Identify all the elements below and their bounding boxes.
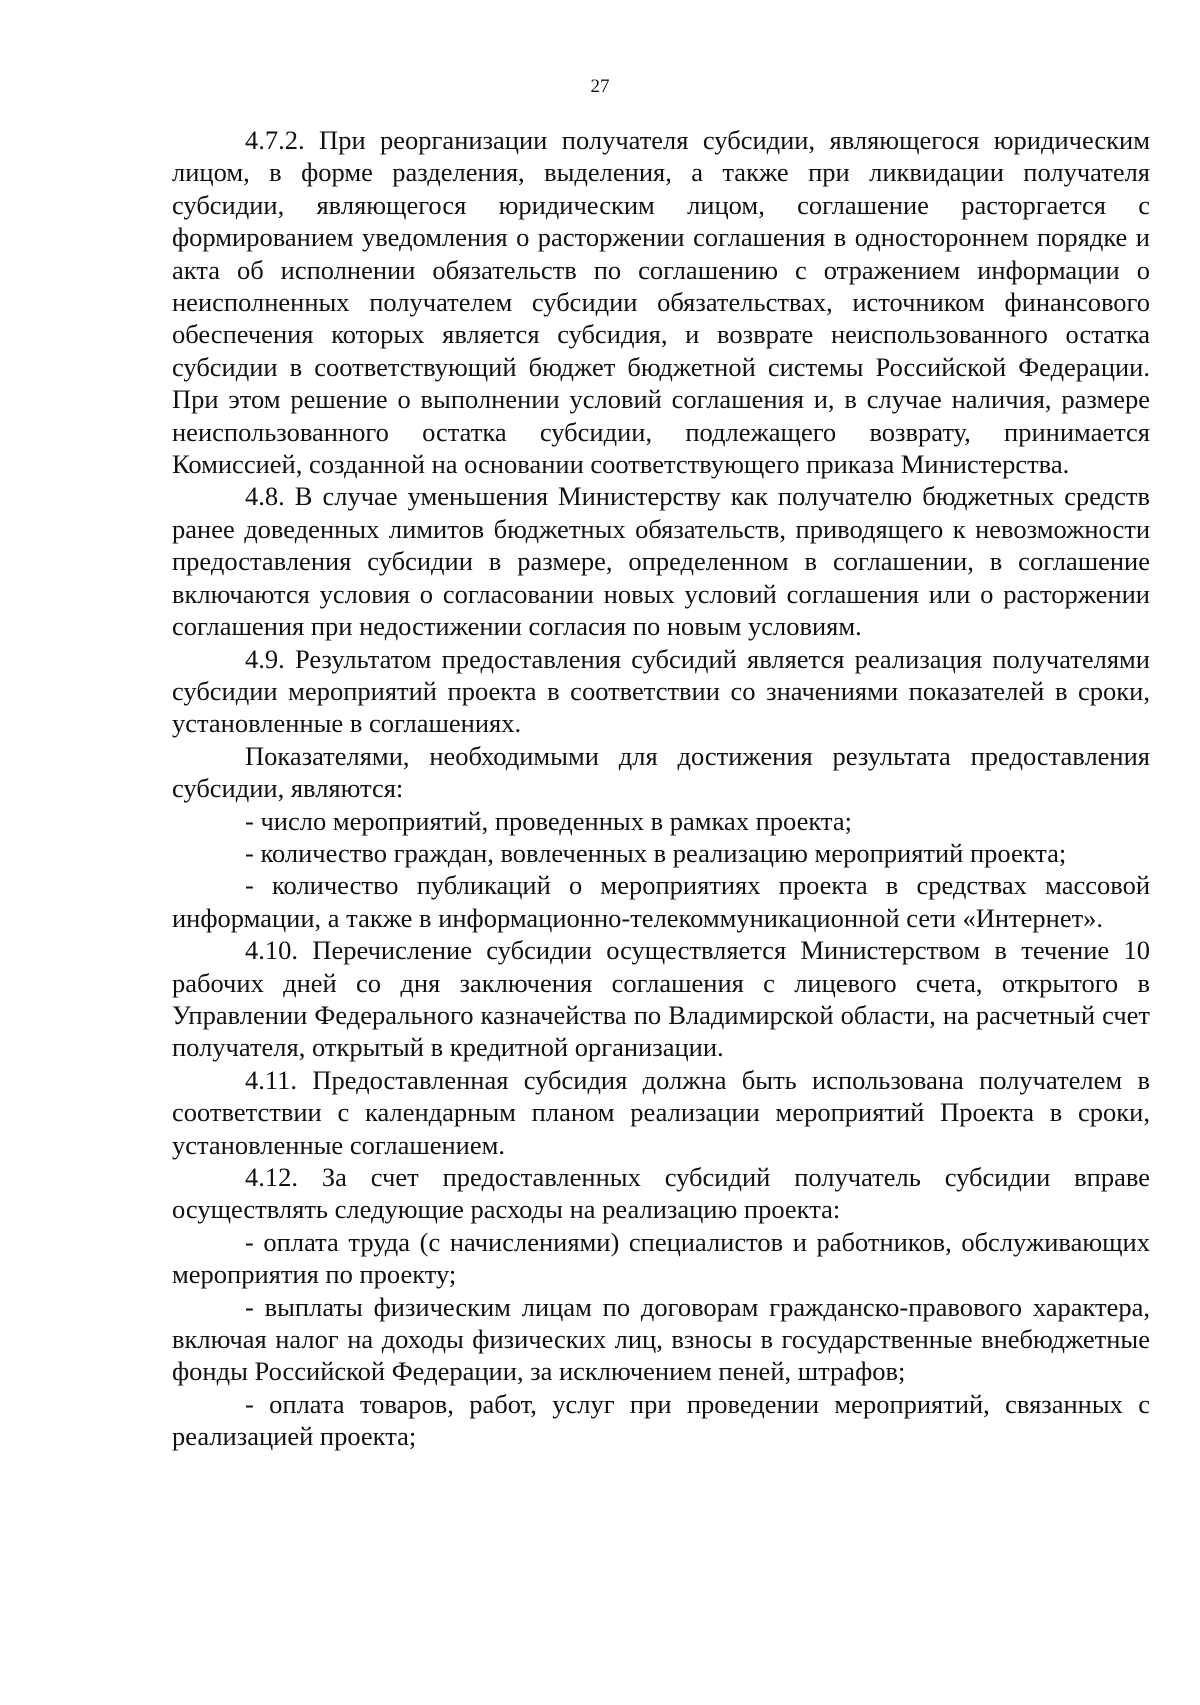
list-item-expense-contracts: - выплаты физическим лицам по договорам гражданско-правового характера, включая налог на доходы физических лиц, взносы в государственные внебюджетные фонды Российской Федерации, за исключением пеней, штрафов; — [172, 1291, 1150, 1387]
list-item-indicator-citizens: - количество граждан, вовлеченных в реализацию мероприятий проекта; — [245, 837, 1067, 868]
paragraph-4-12: 4.12. За счет предоставленных субсидий получатель субсидии вправе осуществлять следующие расходы на реализацию проекта: — [172, 1162, 1150, 1225]
list-item-indicator-events: - число мероприятий, проведенных в рамках проекта; — [245, 805, 852, 836]
paragraph-4-7-2: 4.7.2. При реорганизации получателя субсидии, являющегося юридическим лицом, в форме разделения, выделения, а также при ликвидации получателя субсидии, являющегося юридическим лицом, соглашение расторгается с формированием уведомления о расторжении соглашения в одностороннем порядке и акта об исполнении обязательств по соглашению с отражением информации о неисполненных получателем субсидии обязательствах, источником финансового обеспечения которых является субсидия, и возврате неиспользованного остатка субсидии в соответствующий бюджет бюджетной системы Российской Федерации. При этом решение о выполнении условий соглашения и, в случае наличия, размере неиспользованного остатка субсидии, подлежащего возврату, принимается Комиссией, созданной на основании соответствующего приказа Министерства. — [172, 125, 1150, 480]
paragraph-indicators-intro: Показателями, необходимыми для достижения результата предоставления субсидии, являются: — [172, 740, 1150, 804]
paragraph-4-11: 4.11. Предоставленная субсидия должна быть использована получателем в соответствии с календарным планом реализации мероприятий Проекта в сроки, установленные соглашением. — [172, 1064, 1150, 1160]
list-item-indicator-publications: - количество публикаций о мероприятиях проекта в средствах массовой информации, а также в информационно-телекоммуникационной сети «Интернет». — [172, 870, 1150, 933]
document-body — [172, 124, 1150, 1453]
paragraph-4-8: 4.8. В случае уменьшения Министерству как получателю бюджетных средств ранее доведенных лимитов бюджетных обязательств, приводящего к невозможности предоставления субсидии в размере, определенном в соглашении, в соглашение включаются условия о согласовании новых условий соглашения или о расторжении соглашения при недостижении согласия по новым условиям. — [172, 481, 1150, 642]
paragraph-4-10: 4.10. Перечисление субсидии осуществляется Министерством в течение 10 рабочих дней со дня заключения соглашения с лицевого счета, открытого в Управлении Федерального казначейства по Владимирской области, на расчетный счет получателя, открытый в кредитной организации. — [172, 935, 1150, 1063]
page-number: 27 — [590, 76, 610, 97]
list-item-expense-goods: - оплата товаров, работ, услуг при проведении мероприятий, связанных с реализацией проекта; — [172, 1388, 1150, 1452]
list-item-expense-labor: - оплата труда (с начислениями) специалистов и работников, обслуживающих мероприятия по проекту; — [172, 1226, 1150, 1290]
paragraph-4-9: 4.9. Результатом предоставления субсидий является реализация получателями субсидии мероприятий проекта в соответствии со значениями показателей в сроки, установленные в соглашениях. — [172, 643, 1150, 739]
